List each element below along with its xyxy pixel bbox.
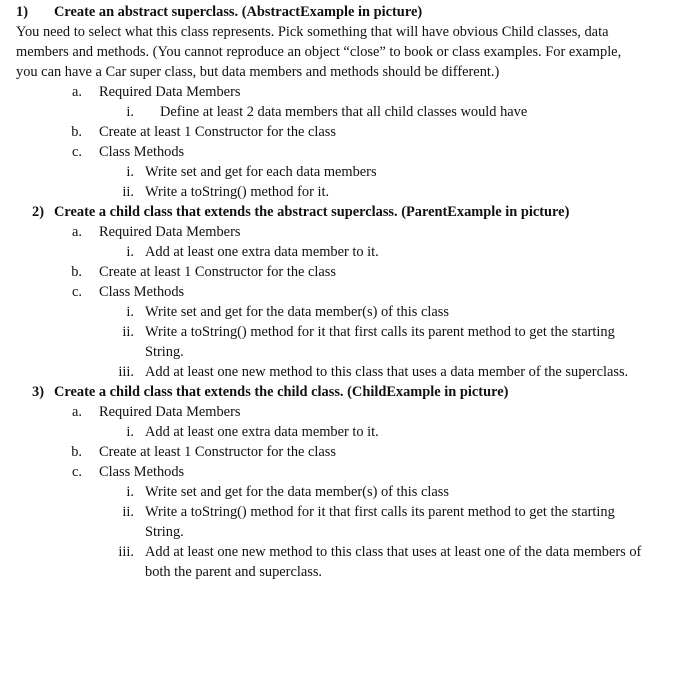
s2-item-c-ii-text-line-1: Write a toString() method for it that first calls its parent method to get the starting [145, 324, 615, 340]
section-1-intro-line-3: you can have a Car super class, but data members and methods should be different.) [16, 64, 500, 80]
s1-item-b-label: Create at least 1 Constructor for the class [99, 124, 336, 140]
s2-item-c-marker: c. [72, 284, 82, 300]
s1-item-c-i-marker: i. [126, 164, 134, 180]
s2-item-c-ii-marker: ii. [122, 324, 134, 340]
s2-item-c-iii-text: Add at least one new method to this class that uses a data member of the superclass. [145, 364, 629, 380]
s2-item-a-i-text: Add at least one extra data member to it. [145, 244, 379, 260]
s1-item-c-ii-marker: ii. [122, 184, 134, 200]
section-3-heading: Create a child class that extends the child class. (ChildExample in picture) [54, 384, 509, 400]
s2-item-a-marker: a. [72, 224, 82, 240]
s1-item-c-i-text: Write set and get for each data members [145, 164, 377, 180]
s2-item-c-iii-marker: iii. [118, 364, 134, 380]
s3-item-c-iii-text-line-1: Add at least one new method to this class that uses at least one of the data members of [145, 544, 642, 560]
s3-item-c-iii-marker: iii. [118, 544, 134, 560]
s3-item-c-ii-text-line-1: Write a toString() method for it that first calls its parent method to get the starting [145, 504, 615, 520]
s3-item-a-label: Required Data Members [99, 404, 241, 420]
s3-item-c-i-text: Write set and get for the data member(s) of this class [145, 484, 449, 500]
s3-item-b-label: Create at least 1 Constructor for the class [99, 444, 336, 460]
s3-item-b-marker: b. [71, 444, 82, 460]
s3-item-c-iii-text-line-2: both the parent and superclass. [145, 564, 323, 580]
s2-item-c-i-marker: i. [126, 304, 134, 320]
s2-item-c-label: Class Methods [99, 284, 185, 300]
section-1-intro-line-2: members and methods. (You cannot reproduce an object “close” to book or class examples. For example, [16, 44, 622, 60]
s2-item-b-marker: b. [71, 264, 82, 280]
s1-item-a-marker: a. [72, 84, 82, 100]
section-1-heading: Create an abstract superclass. (AbstractExample in picture) [54, 4, 423, 20]
s1-item-c-label: Class Methods [99, 144, 185, 160]
s1-item-a-i-marker: i. [126, 104, 134, 120]
s3-item-c-ii-text-line-2: String. [145, 524, 184, 540]
section-1-intro-line-1: You need to select what this class represents. Pick something that will have obvious Child classes, data [16, 24, 609, 40]
s1-item-c-marker: c. [72, 144, 82, 160]
s3-item-a-marker: a. [72, 404, 82, 420]
section-1-number: 1) [16, 4, 28, 20]
s3-item-a-i-marker: i. [126, 424, 134, 440]
s2-item-b-label: Create at least 1 Constructor for the class [99, 264, 336, 280]
s2-item-c-ii-text-line-2: String. [145, 344, 184, 360]
s3-item-a-i-text: Add at least one extra data member to it. [145, 424, 379, 440]
section-2-heading: Create a child class that extends the abstract superclass. (ParentExample in picture) [54, 204, 570, 220]
s1-item-c-ii-text: Write a toString() method for it. [145, 184, 330, 200]
s2-item-c-i-text: Write set and get for the data member(s) of this class [145, 304, 449, 320]
s3-item-c-i-marker: i. [126, 484, 134, 500]
s3-item-c-ii-marker: ii. [122, 504, 134, 520]
section-3-number: 3) [32, 384, 44, 400]
s2-item-a-i-marker: i. [126, 244, 134, 260]
section-2-number: 2) [32, 204, 44, 220]
s3-item-c-label: Class Methods [99, 464, 185, 480]
s3-item-c-marker: c. [72, 464, 82, 480]
s1-item-a-label: Required Data Members [99, 84, 241, 100]
s1-item-a-i-text: Define at least 2 data members that all child classes would have [160, 104, 528, 120]
s2-item-a-label: Required Data Members [99, 224, 241, 240]
s1-item-b-marker: b. [71, 124, 82, 140]
